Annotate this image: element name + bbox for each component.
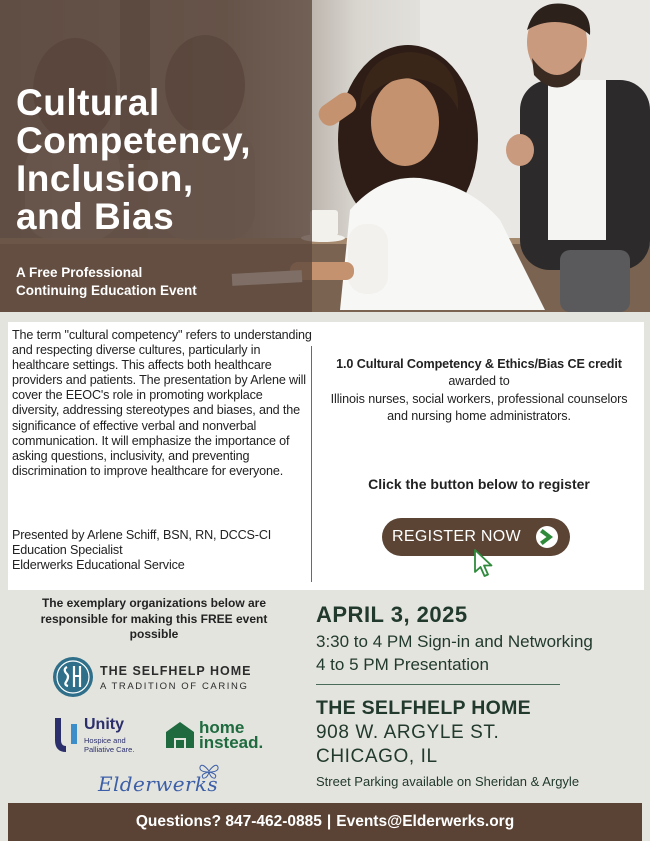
info-panel (8, 322, 644, 590)
register-prompt: Click the button below to register (368, 476, 590, 492)
credit-title: 1.0 Cultural Competency & Ethics/Bias CE credit (336, 357, 622, 371)
venue-address-line: 908 W. ARGYLE ST. (316, 722, 500, 743)
presenter-line: Elderwerks Educational Service (12, 558, 185, 573)
contact-footer (8, 803, 642, 841)
event-time-presentation: 4 to 5 PM Presentation (316, 655, 489, 674)
home-instead-logo (164, 716, 274, 756)
hero-banner (0, 0, 650, 312)
arrow-right-icon (536, 526, 558, 548)
title-line: Cultural (16, 82, 160, 123)
butterfly-icon (198, 762, 220, 780)
presenter-info (12, 528, 312, 573)
sponsor-note (24, 596, 284, 643)
event-date: APRIL 3, 2025 (316, 602, 468, 627)
presenter-line: Education Specialist (12, 543, 123, 558)
sponsor-note-line: The exemplary organizations below are (41, 596, 267, 610)
event-title (16, 84, 316, 236)
unity-mark-icon (52, 716, 80, 756)
column-divider (311, 346, 312, 582)
selfhelp-home-logo (52, 652, 252, 706)
venue-name: THE SELFHELP HOME (316, 697, 531, 719)
selfhelp-name: THE SELFHELP HOME (100, 664, 252, 678)
credit-line: and nursing home administrators. (387, 409, 571, 424)
house-icon (164, 720, 196, 750)
unity-name: Unity (84, 716, 124, 733)
subtitle-line: Continuing Education Event (16, 283, 197, 298)
presenter-line: Presented by Arlene Schiff, BSN, RN, DCCS-CI (12, 528, 272, 542)
elderwerks-logo (98, 762, 228, 800)
subtitle-line: A Free Professional (16, 265, 143, 280)
selfhelp-tagline: A TRADITION OF CARING (100, 681, 249, 692)
credit-line: Illinois nurses, social workers, professional counselors (330, 391, 628, 406)
venue-city-line: CHICAGO, IL (316, 746, 438, 767)
section-rule (316, 684, 560, 685)
credit-line: awarded to (448, 374, 510, 389)
ce-credit-info (320, 356, 638, 426)
contact-phone[interactable]: Questions? 847-462-0885 (135, 813, 322, 830)
event-subtitle (16, 264, 276, 300)
title-line: Inclusion, (16, 158, 194, 199)
mouse-pointer-icon (473, 548, 495, 578)
sponsor-note-line: possible (129, 627, 179, 641)
footer-separator: | (326, 813, 332, 830)
event-description: The term "cultural competency" refers to understanding and respecting diverse cultures, particularly in healthcare settings. This affects both healthcare providers and patients. The presentation by Arlene will cover the EEOC's role in promoting workplace diversity, addressing stereotypes and biases, and the significance of effective verbal and nonverbal communication. It will emphasize the importance of asking questions, inclusivity, and preventing discrimination to improve healthcare for everyone. (12, 328, 312, 478)
event-time-signin: 3:30 to 4 PM Sign-in and Networking (316, 632, 593, 651)
selfhelp-seal-icon (52, 656, 94, 698)
home-instead-word: instead. (199, 733, 264, 752)
unity-subtitle: Hospice and Palliative Care. (84, 736, 135, 754)
home-instead-word: home (199, 718, 245, 737)
elderwerks-word: Elderwerks (98, 772, 219, 796)
register-button-label: REGISTER NOW (392, 528, 521, 545)
title-line: and Bias (16, 196, 175, 237)
unity-hospice-logo (52, 714, 152, 760)
parking-note: Street Parking available on Sheridan & Argyle (316, 774, 580, 789)
title-line: Competency, (16, 120, 252, 161)
sponsor-note-line: responsible for making this FREE event (40, 611, 268, 626)
contact-email[interactable]: Events@Elderwerks.org (336, 813, 515, 830)
